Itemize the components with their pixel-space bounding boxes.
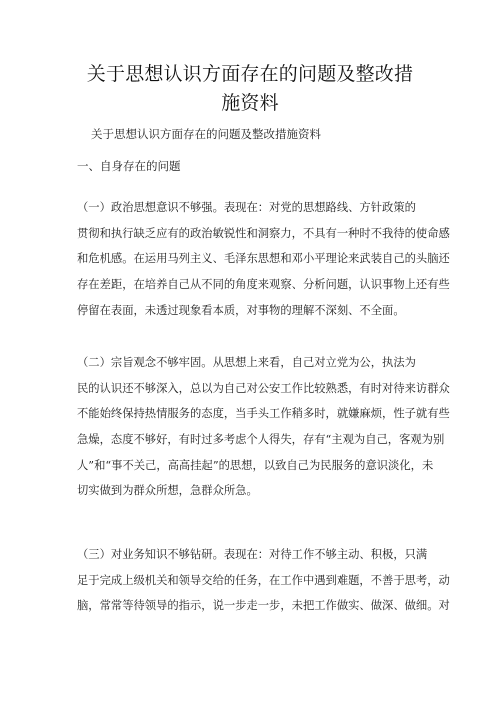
paragraph-line: 贯彻和执行缺乏应有的政治敏锐性和洞察力，不具有一种时不我待的使命感: [77, 226, 450, 240]
document-title: [80, 60, 420, 118]
paragraph-line: （一）政治思想意识不够强。表现在：对党的思想路线、方针政策的: [77, 201, 416, 214]
paragraph-line: 脑，常常等待领导的指示，说一步走一步，未把工作做实、做深、做细。对: [77, 599, 450, 613]
paragraph-line: 急燥，态度不够好，有时过多考虑个人得失，存有“主观为自己，客观为别: [77, 433, 445, 447]
paragraph-3: [77, 547, 450, 624]
paragraph-line: （三）对业务知识不够钻研。表现在：对待工作不够主动、积极，只满: [77, 548, 428, 561]
title-line-1: 关于思想认识方面存在的问题及整改措: [86, 63, 414, 85]
paragraph-line: （二）宗旨观念不够牢固。从思想上来看，自己对立党为公，执法为: [77, 356, 416, 369]
paragraph-line: 停留在表面，未透过现象看本质，对事物的理解不深刻、不全面。: [77, 303, 405, 317]
paragraph-line: 民的认识还不够深入，总以为自己对公安工作比较熟悉，有时对待来访群众: [77, 381, 450, 395]
paragraph-line: 存在差距，在培养自己从不同的角度来观察、分析问题，认识事物上还有些: [77, 278, 450, 292]
paragraph-line: 足于完成上级机关和领导交给的任务，在工作中遇到难题，不善于思考，动: [77, 573, 450, 587]
paragraph-1: [77, 200, 450, 328]
paragraph-2: [77, 355, 450, 509]
document-subtitle: 关于思想认识方面存在的问题及整改措施资料: [91, 127, 321, 141]
paragraph-line: 人”和“事不关己，高高挂起”的思想，以致自己为民服务的意识淡化，未: [77, 458, 434, 472]
paragraph-line: 不能始终保持热情服务的态度，当手头工作稍多时，就嫌麻烦，性子就有些: [77, 407, 450, 421]
title-line-2: 施资料: [221, 92, 279, 114]
paragraph-line: 切实做到为群众所想，急群众所急。: [77, 484, 258, 498]
paragraph-line: 和危机感。在运用马列主义、毛泽东思想和邓小平理论来武装自己的头脑还: [77, 252, 450, 266]
section-heading: 一、自身存在的问题: [77, 159, 181, 173]
